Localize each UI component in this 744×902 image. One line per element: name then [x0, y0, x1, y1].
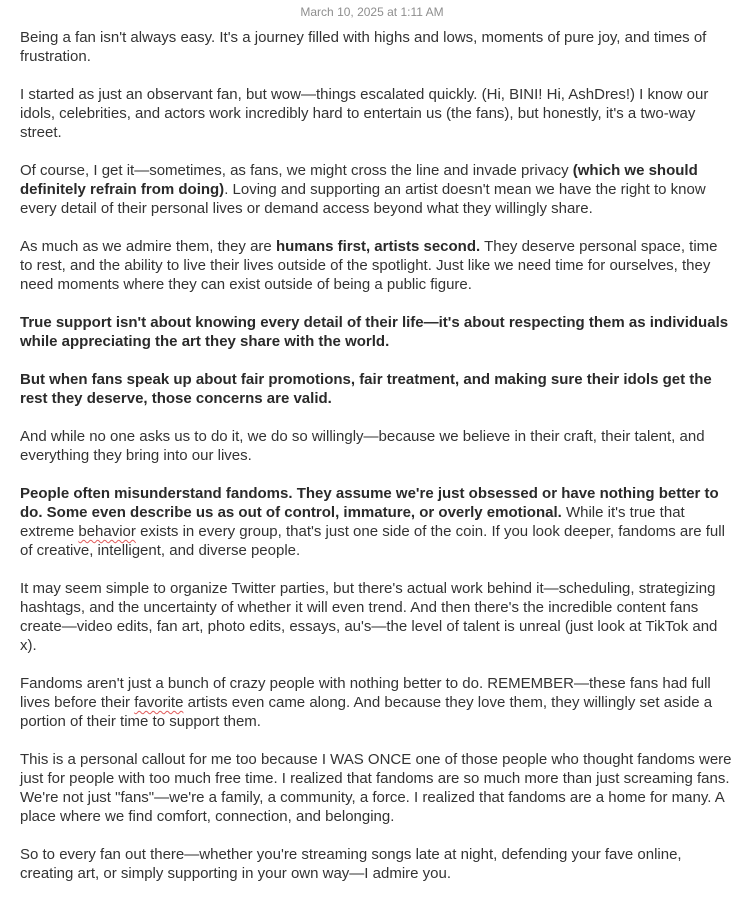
- text-run: I started as just an observant fan, but wow—things escalated quickly. (Hi, BINI! Hi, AshDres!) I know our idols, celebrities, and actors work incredibly hard to entertain us (the fans), but honestly, it's a two-way street.: [20, 86, 709, 141]
- text-run: So to every fan out there—whether you're streaming songs late at night, defending your fave online, creating art, or simply supporting in your own way—I admire you.: [20, 846, 682, 882]
- text-run: It may seem simple to organize Twitter parties, but there's actual work behind it—scheduling, strategizing hashtags, and the uncertainty of whether it will even trend. And then there's the incredible content fans create—video edits, fan art, photo edits, essays, au's—the level of talent is unreal (just look at TikTok and x).: [20, 580, 718, 654]
- misspelled-word[interactable]: behavior: [78, 523, 136, 540]
- note-timestamp: March 10, 2025 at 1:11 AM: [300, 5, 444, 19]
- text-run: exists in every group, that's just one side of the coin. If you look deeper, fandoms are full of creative, intelligent, and diverse people.: [20, 523, 725, 559]
- text-run: They deserve personal space, time to rest, and the ability to live their lives outside of the spotlight. Just like we need time for ourselves, they need moments where they can exist outside of being a public figure.: [20, 238, 718, 293]
- paragraph: [20, 750, 732, 826]
- text-run: artists even came along. And because they love them, they willingly set aside a portion of their time to support them.: [20, 694, 713, 730]
- paragraph: [20, 161, 732, 218]
- paragraph: [20, 484, 732, 560]
- text-run: Of course, I get it—sometimes, as fans, we might cross the line and invade privacy: [20, 162, 573, 179]
- text-run: Fandoms aren't just a bunch of crazy people with nothing better to do. REMEMBER—these fans had full lives before their: [20, 675, 711, 711]
- text-run: This is a personal callout for me too because I WAS ONCE one of those people who thought fandoms were just for people with too much free time. I realized that fandoms are so much more than just screaming fans. We're not just "fans"—we're a family, a community, a force. I realized that fandoms are a home for many. A place where we find comfort, connection, and belonging.: [20, 751, 732, 825]
- text-run: And while no one asks us to do it, we do so willingly—because we believe in their craft, their talent, and everything they bring into our lives.: [20, 428, 705, 464]
- misspelled-word[interactable]: favorite: [134, 694, 184, 711]
- paragraph: [20, 674, 732, 731]
- paragraph: [20, 237, 732, 294]
- paragraph: [20, 85, 732, 142]
- bold-text-run: People often misunderstand fandoms. They assume we're just obsessed or have nothing better to do. Some even describe us as out of control, immature, or overly emotional.: [20, 485, 719, 521]
- text-run: While it's true that extreme: [20, 504, 685, 540]
- paragraph: [20, 28, 732, 66]
- note-body[interactable]: [20, 28, 732, 902]
- paragraph: [20, 427, 732, 465]
- paragraph: [20, 579, 732, 655]
- bold-text-run: But when fans speak up about fair promotions, fair treatment, and making sure their idols get the rest they deserve, those concerns are valid.: [20, 371, 712, 407]
- text-run: Being a fan isn't always easy. It's a journey filled with highs and lows, moments of pure joy, and times of frustration.: [20, 29, 707, 65]
- paragraph: [20, 370, 732, 408]
- bold-text-run: (which we should definitely refrain from doing): [20, 162, 698, 198]
- bold-text-run: True support isn't about knowing every detail of their life—it's about respecting them as individuals while appreciating the art they share with the world.: [20, 314, 729, 350]
- text-run: As much as we admire them, they are: [20, 238, 276, 255]
- paragraph: [20, 845, 732, 883]
- text-run: . Loving and supporting an artist doesn't mean we have the right to know every detail of their personal lives or demand access beyond what they willingly share.: [20, 181, 706, 217]
- paragraph: [20, 313, 732, 351]
- bold-text-run: humans first, artists second.: [275, 238, 481, 255]
